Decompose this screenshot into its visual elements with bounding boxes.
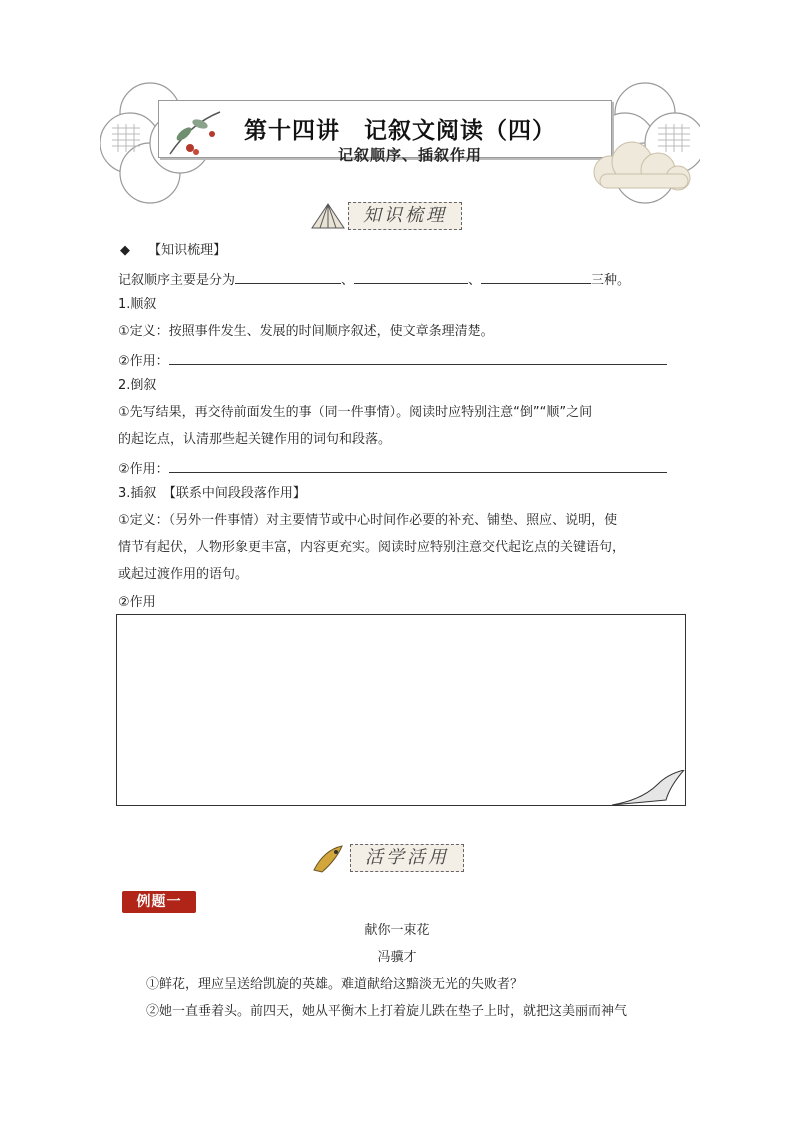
p3-title: 3.插叙 【联系中间段段落作用】 (118, 486, 306, 501)
blank-field-p2-use[interactable] (169, 458, 667, 473)
p1-definition: ①定义：按照事件发生、发展的时间顺序叙述，使文章条理清楚。 (118, 324, 494, 339)
p3-definition-line1: ①定义：（另外一件事情）对主要情节或中心时间作必要的补充、铺垫、照应、说明，使 (118, 513, 618, 528)
p1-title: 1.顺叙 (118, 297, 157, 312)
passage-paragraph-1: ①鲜花，理应呈送给凯旋的英雄。难道献给这黯淡无光的失败者？ (146, 977, 524, 992)
p2-definition-line1: ①先写结果，再交待前面发生的事（同一件事情）。阅读时应特别注意“倒”“顺”之间 (118, 405, 593, 420)
passage-author: 冯骥才 (377, 950, 417, 965)
page-subtitle: 记叙顺序、插叙作用 (337, 146, 482, 164)
section-header-knowledge (308, 198, 488, 234)
p2-use-line: ②作用： (118, 458, 667, 479)
section-label: 知识梳理 (348, 202, 462, 230)
p3-definition-line3: 或起过渡作用的语句。 (118, 567, 249, 582)
section-header-practice (310, 840, 490, 876)
title-banner (100, 68, 700, 218)
answer-box[interactable] (116, 614, 686, 806)
fish-ornament-icon (310, 840, 350, 876)
blank-field-1[interactable] (235, 269, 341, 284)
page-curl-icon (612, 770, 686, 806)
knowledge-heading: ◆ 【知识梳理】 (120, 243, 227, 258)
example-badge: 例题一 (122, 891, 196, 913)
blank-field-p1-use[interactable] (169, 350, 667, 365)
folding-fan-icon (308, 198, 348, 234)
p2-title: 2.倒叙 (118, 378, 157, 393)
diamond-bullet-icon: ◆ (120, 243, 130, 258)
p2-definition-line2: 的起讫点，认清那些起关键作用的词句和段落。 (118, 432, 392, 447)
passage-title: 献你一束花 (364, 923, 430, 938)
p1-use-line: ②作用： (118, 350, 667, 371)
page-title: 第十四讲 记叙文阅读（四） (244, 117, 556, 144)
blank-field-3[interactable] (481, 269, 591, 284)
section-label: 活学活用 (350, 844, 464, 872)
blank-field-2[interactable] (354, 269, 468, 284)
passage-paragraph-2: ②她一直垂着头。前四天，她从平衡木上打着旋儿跌在垫子上时，就把这美丽而神气 (146, 1004, 628, 1019)
p3-use-label: ②作用 (118, 595, 156, 610)
p3-definition-line2: 情节有起伏，人物形象更丰富，内容更充实。阅读时应特别注意交代起讫点的关键语句， (118, 540, 626, 555)
intro-line: 记叙顺序主要是分为 、 、 三种。 (118, 269, 630, 290)
